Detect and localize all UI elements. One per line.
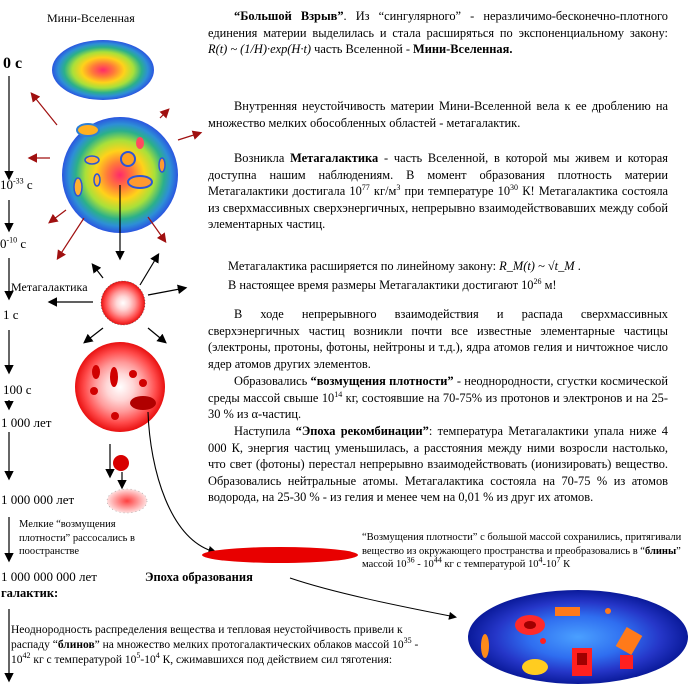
time-1e9-years: 1 000 000 000 лет <box>1 569 97 584</box>
paragraph-density-perturbations <box>208 373 668 423</box>
exp: 77 <box>361 183 370 193</box>
time-1e6-years: 1 000 000 лет <box>1 492 75 507</box>
time-base: 10 <box>0 177 13 192</box>
paragraph-metagalaxy <box>208 150 668 233</box>
mini-universe-ellipse <box>52 40 154 100</box>
term-density-perturbations: “возмущения плотности” <box>310 374 454 388</box>
exp: 42 <box>22 651 31 661</box>
exp: 35 <box>403 636 412 646</box>
text-span: Неоднородность распределения вещества и тепловая неустойчивость привели к распаду “ <box>11 624 403 651</box>
term-pancakes: блины <box>644 545 677 557</box>
text-span: . <box>574 259 581 273</box>
formula-exponential: R(t) ~ (1/H)·exp(H·t) <box>208 42 312 57</box>
exp: 4 <box>155 651 160 661</box>
time-1000-years: 1 000 лет <box>1 415 52 430</box>
paragraph-particles: В ходе непрерывного взаимодействия и распада сверхмассивных сверхэнергичных частиц возникли почти все известные элементарные частицы (электроны, протоны, фотоны, нейтроны и т.д.), ядра атомов гелия и ничтожное число ядер атомов других элементов. <box>208 307 668 371</box>
paragraph-protogalaxies <box>11 623 431 668</box>
text-span: . Из “сингулярного” - неразличимо-бесконечно-плотного единения материи выделилась и стала расширяться по экспоненциальному закону: <box>208 9 668 40</box>
time-0s: 0 с <box>3 55 23 72</box>
label-epoch-formation: Эпоха образования <box>145 570 253 584</box>
term-mini-universe: Мини-Вселенная. <box>413 42 513 57</box>
term-big-bang: “Большой Взрыв” <box>234 9 344 23</box>
exp: 30 <box>510 183 519 193</box>
term-recombination: “Эпоха рекомбинации” <box>295 424 429 438</box>
paragraph-linear-law <box>228 258 678 275</box>
exp: 36 <box>406 555 415 565</box>
text-span: при температуре 10 <box>400 184 511 199</box>
paragraph-recombination <box>208 423 668 506</box>
text-span: В настоящее время размеры Метагалактики достигают 10 <box>228 278 534 292</box>
time-100s: 100 с <box>3 382 32 397</box>
text-span: ” на множество мелких протогалактических облаков массой 10 <box>94 639 404 651</box>
text-span: - 10 <box>11 639 419 666</box>
exp: 4 <box>538 555 543 565</box>
text-span: кг с температурой 10 <box>30 654 137 666</box>
text-span: -10 <box>140 654 156 666</box>
paragraph-pancakes <box>362 531 692 572</box>
density-perturbation-sphere <box>75 342 165 432</box>
exp: 3 <box>396 183 401 193</box>
time-unit: с <box>23 177 33 192</box>
text-span: кг с температурой 10 <box>441 559 539 570</box>
time-exp: -33 <box>13 176 24 186</box>
time-base: 0 <box>0 236 7 251</box>
paragraph-size <box>228 277 678 294</box>
protocluster-blob <box>113 455 129 471</box>
text-span: К! Метагалактика состояла из сверхмассивных сверхэнергичных, непрерывно взаимодействовавших между собой элементарных частиц. <box>208 184 669 232</box>
text-span: ” массой 10 <box>362 545 681 570</box>
time-10-33s <box>0 177 33 193</box>
time-unit: с <box>17 236 27 251</box>
text-span: Наступила <box>234 424 296 438</box>
exp: 14 <box>334 389 343 399</box>
side-note-dissipated: Мелкие “возмущения плотности” рассосались в поостранстве <box>19 519 136 557</box>
label-galaxies: галактик: <box>1 586 59 600</box>
time-10-10s <box>0 236 26 252</box>
label-metagalaxy: Метагалактика <box>11 280 88 294</box>
exp: 26 <box>533 276 542 286</box>
text-span: -10 <box>542 559 557 570</box>
text-span: м! <box>541 278 557 292</box>
text-span: : температура Метагалактики упала ниже 4 000 К, энергия частиц уменьшилась, а расстояния между ними возросли настолько, что свет (фотоны) перестал непрерывно взаимодействовать (ионизировать) вещество. Образовались нейтральные атомы. Метагалактика состояла на 70-75 % из атомов водорода, на 25-30 % - из гелия и менее чем на 0,01 % из друг их атомов. <box>208 424 668 505</box>
label-mini-universe: Мини-Вселенная <box>47 11 135 25</box>
paragraph-instability: Внутренняя неустойчивость материи Мини-Вселенной вела к ее дроблению на множество мелких обособленных областей - метагалактик. <box>208 99 668 130</box>
text-span: К <box>560 559 571 570</box>
metagalaxy-ball <box>101 281 145 325</box>
text-span: Метагалактика расширяется по линейному закону: <box>228 259 500 273</box>
text-span: “Возмущения плотности” с большой массой сохранились, притягивали вещество из окружающего пространства и преобразовались в “ <box>362 532 682 557</box>
galaxy-ellipse <box>468 590 688 684</box>
term-pancakes: блинов <box>57 639 95 651</box>
text-span: кг, состоявшие на 70-75% из протонов и электронов и на 25-30 % из α-частиц. <box>208 390 668 422</box>
exp: 7 <box>556 555 561 565</box>
text-span: кг/м <box>369 184 397 199</box>
exp: 5 <box>136 651 141 661</box>
text-span: Возникла <box>234 151 291 165</box>
dissipating-blob <box>107 489 147 513</box>
text-span: - часть Вселенной, в которой мы живем и которая доступна нашим наблюдениям. В момент образования плотность материи Метагалактики достигала 10 <box>208 151 668 199</box>
text-span: Образовались <box>234 374 311 388</box>
time-1s: 1 с <box>3 307 19 322</box>
paragraph-big-bang <box>208 8 668 58</box>
text-span: - 10 <box>414 559 434 570</box>
time-exp: -10 <box>6 235 18 245</box>
text-span: часть Вселенной - <box>311 42 414 57</box>
formula-linear: R_M(t) ~ √t_M <box>499 259 575 273</box>
exp: 44 <box>433 555 442 565</box>
pancake-blin <box>202 547 358 563</box>
text-span: - неоднородности, сгустки космической среды массой свыше 10 <box>208 374 668 405</box>
term-metagalaxy: Метагалактика <box>290 151 379 165</box>
text-span: К, сжимавшихся под действием сил тяготения: <box>159 654 393 666</box>
